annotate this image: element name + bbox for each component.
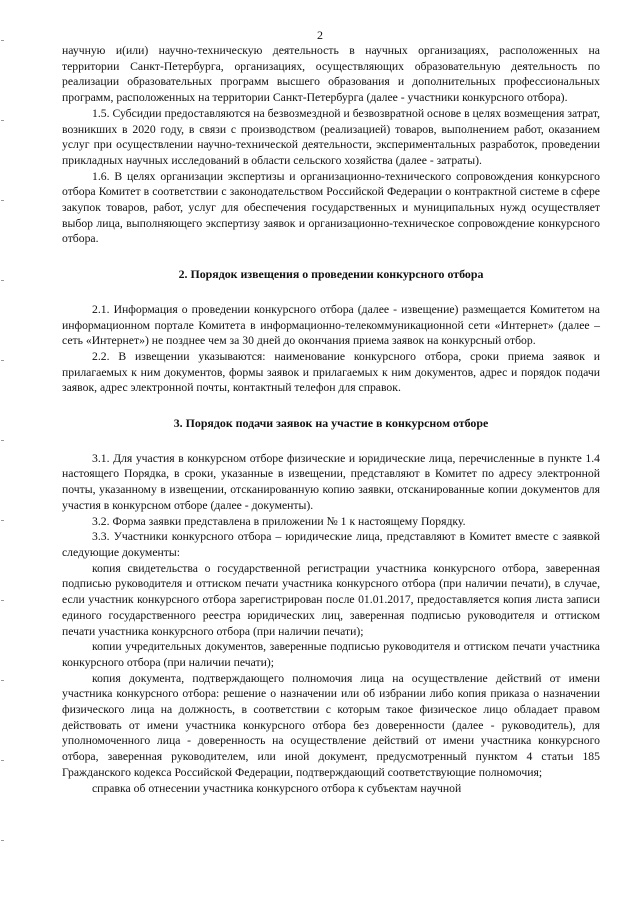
section-heading-2: 2. Порядок извещения о проведении конкурсного отбора <box>178 267 484 282</box>
page-number: 2 <box>317 28 323 42</box>
paragraph-2-1: 2.1. Информация о проведении конкурсного отбора (далее - извещение) размещается Комитетом на информационном портале Комитета в информационно-телекоммуникационной сети «Интернет» (далее – сеть «Интернет») не позднее чем за 30 дней до окончания приема заявок на конкурсный отбор. <box>62 302 600 348</box>
document-body <box>62 43 600 796</box>
paragraph-3-2: 3.2. Форма заявки представлена в приложении № 1 к настоящему Порядку. <box>92 514 466 528</box>
paragraph-3-1: 3.1. Для участия в конкурсном отборе физические и юридические лица, перечисленные в пункте 1.4 настоящего Порядка, в сроки, указанные в извещении, представляют в Комитет по адресу электронной почты, указанному в извещении, отсканированную копию заявки, отсканированные копии документов для участия в конкурсном отборе (далее - документы). <box>62 451 600 512</box>
section-heading-3: 3. Порядок подачи заявок на участие в конкурсном отборе <box>173 416 489 431</box>
paragraph-1-6: 1.6. В целях организации экспертизы и организационно-технического сопровождения конкурсного отбора Комитет в соответствии с законодательством Российской Федерации о контрактной системе в сфере закупок товаров, работ, услуг для обеспечения государственных и муниципальных нужд осуществляет выбор лица, выполняющего экспертизу заявок и организационно-техническое сопровождение конкурсного отбора. <box>62 169 600 246</box>
paragraph-intro-continuation: научную и(или) научно-техническую деятельность в научных организациях, расположенных на территории Санкт-Петербурга, организациях, осуществляющих образовательную деятельность по реализации образовательных программ высшего образования и дополнительных профессиональных программ, расположенных на территории Санкт-Петербурга (далее - участники конкурсного отбора). <box>62 44 600 105</box>
paragraph-3-3: 3.3. Участники конкурсного отбора – юридические лица, представляют в Комитет вместе с заявкой следующие документы: <box>62 530 600 559</box>
list-item-registration-certificate: копия свидетельства о государственной регистрации участника конкурсного отбора, заверенная подписью руководителя и оттиском печати участника конкурсного отбора (при наличии печати), в случае, если участник конкурсного отбора зарегистрирован после 01.01.2017, предоставляется копия листа записи единого государственного реестра юридических лиц, заверенная подписью руководителя и оттиском печати участника конкурсного отбора (при наличии печати); <box>62 561 600 638</box>
list-item-founding-documents: копии учредительных документов, заверенные подписью руководителя и оттиском печати участника конкурсного отбора (при наличии печати); <box>62 640 600 669</box>
list-item-reference-certificate: справка об отнесении участника конкурсного отбора к субъектам научной <box>92 781 462 795</box>
list-item-authority-document: копия документа, подтверждающего полномочия лица на осуществление действий от имени участника конкурсного отбора: решение о назначении или об избрании либо копия приказа о назначении физического лица на должность, в соответствии с которым такое физическое лицо обладает правом действовать от имени участника конкурсного отбора без доверенности (далее - руководитель), для уполномоченного лица - доверенность на осуществление действий от имени участника конкурсного отбора, заверенная руководителем, или иной документ, предусмотренный пунктом 4 статьи 185 Гражданского кодекса Российской Федерации, подтверждающий соответствующие полномочия; <box>62 671 600 779</box>
paragraph-1-5: 1.5. Субсидии предоставляются на безвозмездной и безвозвратной основе в целях возмещения затрат, возникших в 2020 году, в связи с производством (реализацией) товаров, выполнением работ, оказанием услуг при осуществлении научно-технической деятельности, экспериментальных разработок, проведении прикладных научных исследований в области сельского хозяйства (далее - затраты). <box>62 106 600 167</box>
scan-edge-marks <box>0 0 6 905</box>
paragraph-2-2: 2.2. В извещении указываются: наименование конкурсного отбора, сроки приема заявок и прилагаемых к ним документов, формы заявок и прилагаемых к ним документов, адрес и порядок подачи заявок, адрес электронной почты, контактный телефон для справок. <box>62 349 600 395</box>
